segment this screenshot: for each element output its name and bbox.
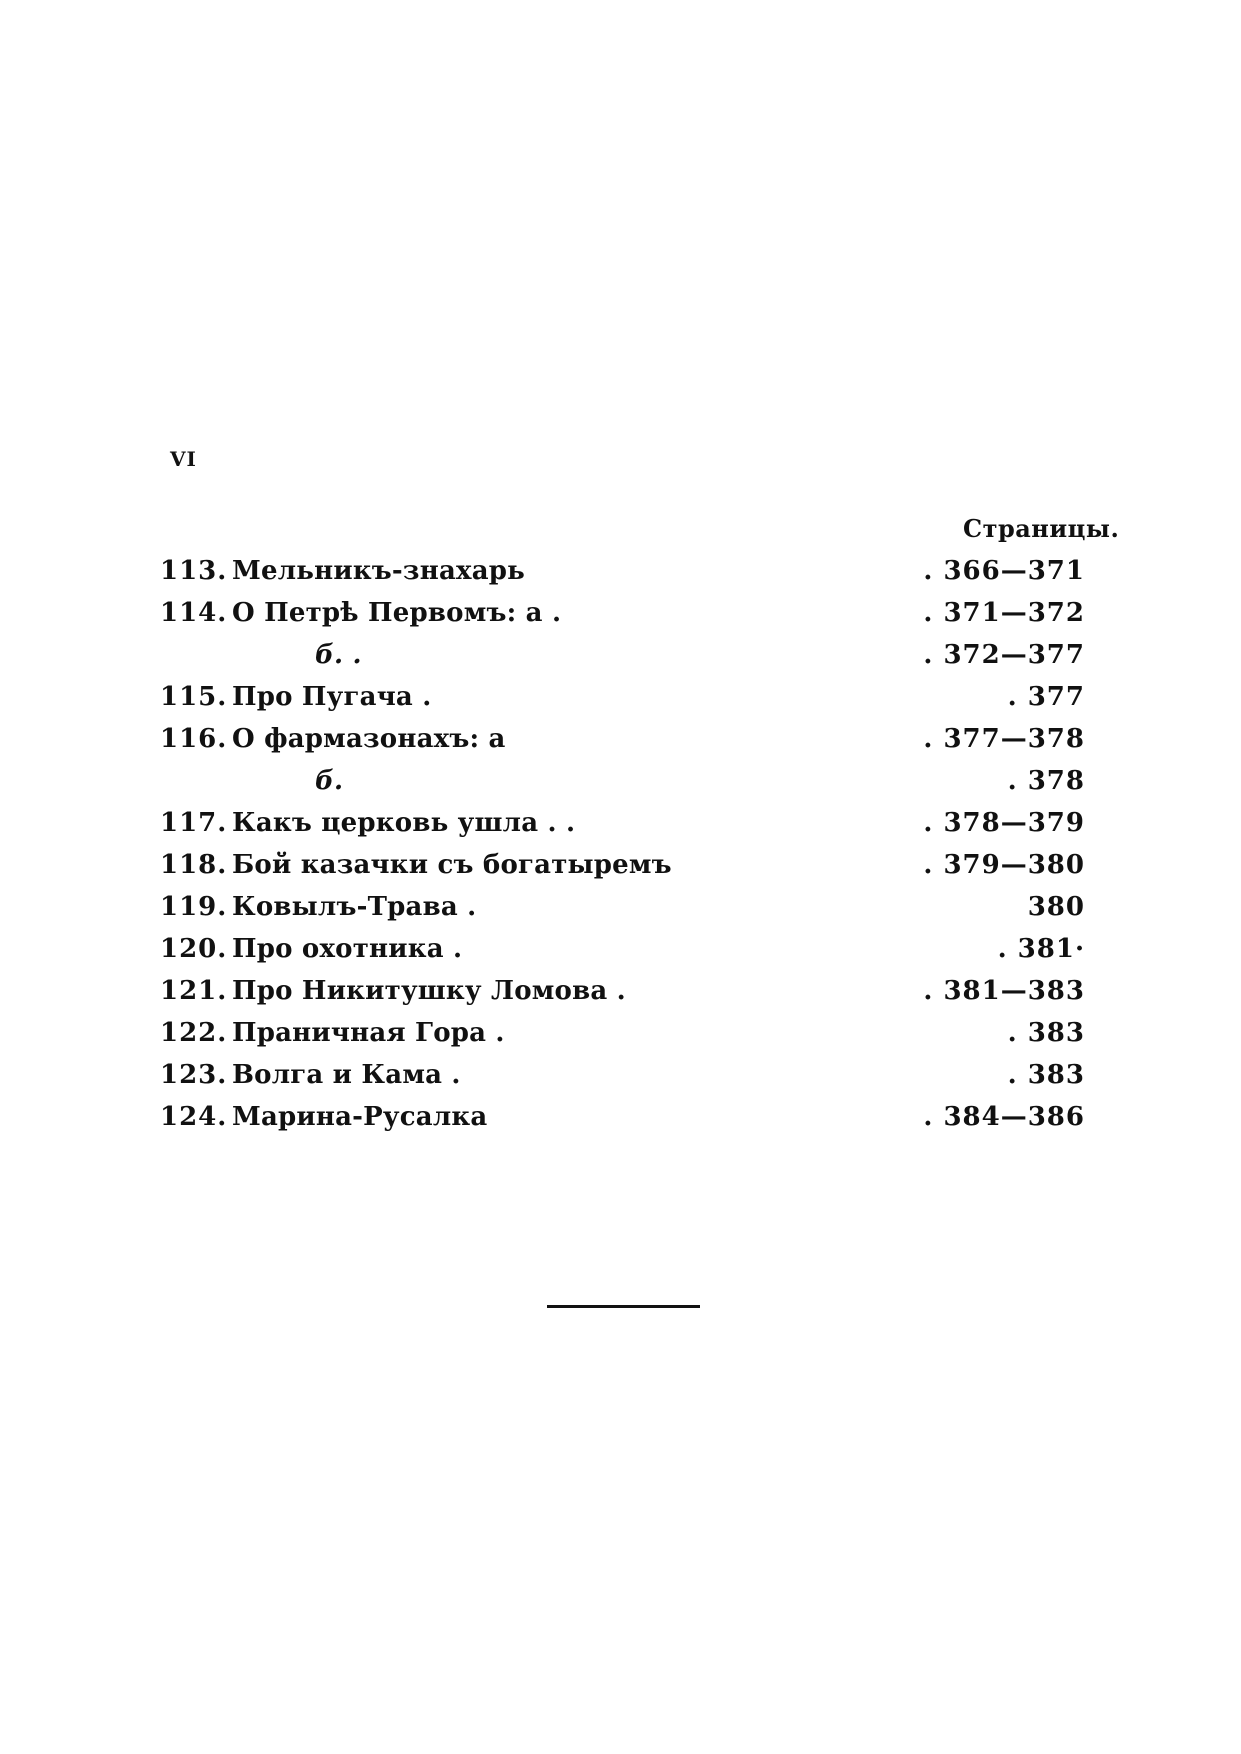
toc-title: Праничная Гора . [232, 1018, 505, 1048]
toc-row [160, 550, 1090, 592]
toc-number: 115. [160, 682, 228, 712]
toc-pages: . 379—380 [923, 850, 1085, 880]
toc-title: Про Пугача . [232, 682, 432, 712]
toc-pages: . 378—379 [923, 808, 1085, 838]
toc-row [160, 802, 1090, 844]
toc-row [160, 970, 1090, 1012]
toc-pages: . 383 [1007, 1018, 1085, 1048]
table-of-contents [160, 550, 1090, 1138]
section-divider-rule [547, 1305, 700, 1308]
toc-pages: . 384—386 [923, 1102, 1085, 1132]
toc-pages: . 378 [1007, 766, 1085, 796]
toc-title: Бой казачки съ богатыремъ [232, 850, 672, 880]
toc-pages: . 372—377 [923, 640, 1085, 670]
page-number: VI [170, 447, 197, 471]
toc-title: б. . [315, 640, 362, 670]
toc-row [160, 718, 1090, 760]
toc-number: 122. [160, 1018, 228, 1048]
toc-number: 119. [160, 892, 228, 922]
pages-column-header: Страницы. [963, 514, 1120, 543]
toc-pages: 380 [1027, 892, 1085, 922]
toc-number: 118. [160, 850, 228, 880]
toc-number: 114. [160, 598, 228, 628]
toc-row [160, 592, 1090, 634]
toc-number: 123. [160, 1060, 228, 1090]
toc-number: 120. [160, 934, 228, 964]
toc-row [160, 844, 1090, 886]
toc-row [160, 886, 1090, 928]
toc-row [160, 676, 1090, 718]
toc-pages: . 371—372 [923, 598, 1085, 628]
toc-pages: . 377—378 [923, 724, 1085, 754]
toc-title: Волга и Кама . [232, 1060, 461, 1090]
toc-number: 121. [160, 976, 228, 1006]
toc-row-subentry [160, 760, 1090, 802]
toc-title: б. [315, 766, 344, 796]
toc-title: О Петрѣ Первомъ: а . [232, 598, 562, 628]
toc-row-subentry [160, 634, 1090, 676]
toc-pages: . 381—383 [923, 976, 1085, 1006]
toc-pages: . 377 [1007, 682, 1085, 712]
toc-number: 124. [160, 1102, 228, 1132]
toc-number: 113. [160, 556, 228, 586]
toc-title: Ковылъ-Трава . [232, 892, 477, 922]
toc-title: О фармазонахъ: а [232, 724, 506, 754]
toc-title: Мельникъ-знахарь [232, 556, 525, 586]
toc-number: 117. [160, 808, 228, 838]
toc-title: Про охотника . [232, 934, 463, 964]
toc-row [160, 1012, 1090, 1054]
toc-title: Какъ церковь ушла . . [232, 808, 576, 838]
toc-row [160, 1096, 1090, 1138]
toc-pages: . 383 [1007, 1060, 1085, 1090]
toc-title: Марина-Русалка [232, 1102, 488, 1132]
toc-pages: . 366—371 [923, 556, 1085, 586]
toc-title: Про Никитушку Ломова . [232, 976, 626, 1006]
toc-row [160, 928, 1090, 970]
toc-number: 116. [160, 724, 228, 754]
toc-row [160, 1054, 1090, 1096]
toc-pages: . 381· [997, 934, 1085, 964]
